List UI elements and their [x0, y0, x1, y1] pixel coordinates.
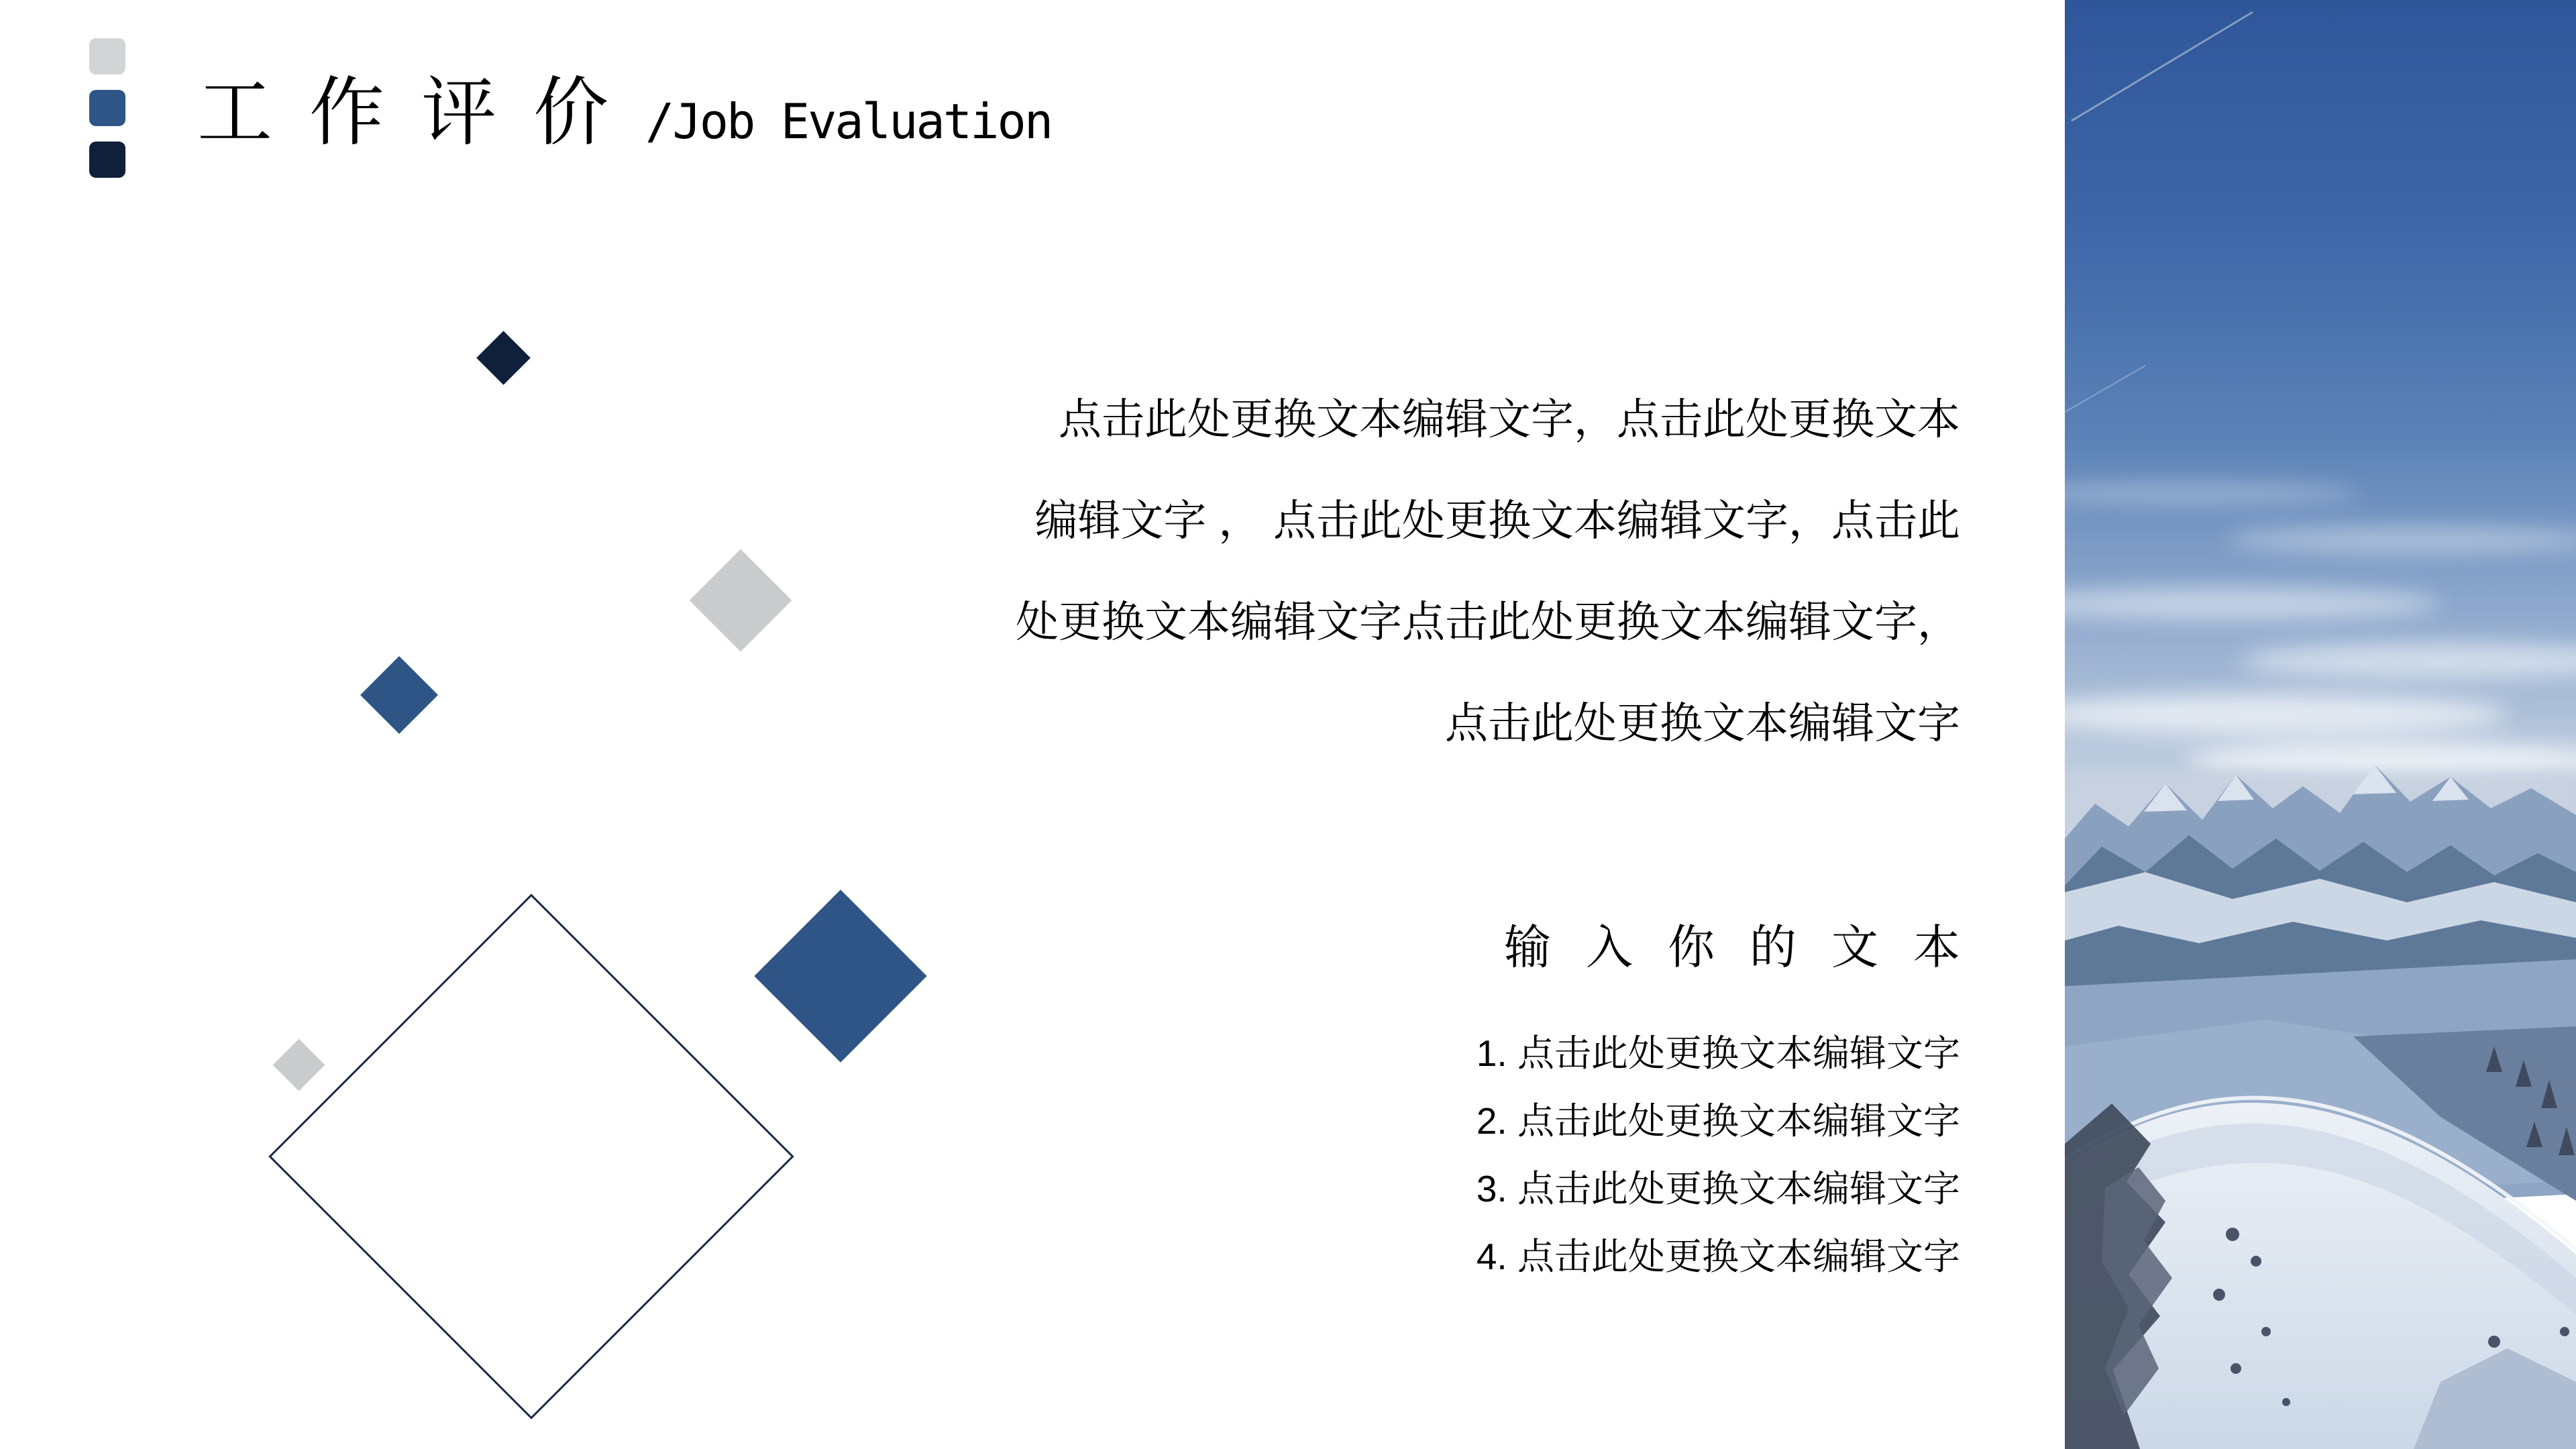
diamond-gray-medium	[690, 549, 792, 652]
list-item: 4. 点击此处更换文本编辑文字	[1476, 1236, 1960, 1277]
title-block	[197, 70, 1051, 156]
body-text-line: 点击此处更换文本编辑文字，点击此处更换文本	[1059, 395, 1960, 443]
body-text-line: 点击此处更换文本编辑文字	[1445, 699, 1960, 747]
body-text-line: 编辑文字 ， 点击此处更换文本编辑文字，点击此	[1034, 496, 1960, 545]
numbered-list	[1477, 1020, 1960, 1291]
diamond-gray-small	[273, 1039, 325, 1091]
mountain-photo	[2065, 0, 2576, 1449]
accent-square-gray	[89, 38, 125, 74]
diamond-blue-medium	[360, 656, 438, 734]
page-subtitle: /Job Evaluation	[645, 93, 1052, 150]
body-text-line: 处更换文本编辑文字点击此处更换文本编辑文字，	[1016, 598, 1960, 646]
diamond-outline-large	[268, 894, 794, 1419]
diamond-blue-large	[754, 890, 926, 1062]
list-item: 3. 点击此处更换文本编辑文字	[1476, 1168, 1960, 1210]
accent-square-blue	[89, 90, 125, 126]
list-item: 2. 点击此处更换文本编辑文字	[1476, 1100, 1960, 1142]
body-text-placeholder	[1016, 369, 1960, 774]
accent-square-navy	[89, 142, 125, 178]
mountain-photo-graphic	[2065, 0, 2576, 1449]
diamond-navy-small	[476, 331, 531, 385]
section-heading: 输入你的文本	[1504, 921, 1995, 973]
list-item: 1. 点击此处更换文本编辑文字	[1476, 1032, 1960, 1074]
page-title: 工作评价	[197, 70, 645, 154]
